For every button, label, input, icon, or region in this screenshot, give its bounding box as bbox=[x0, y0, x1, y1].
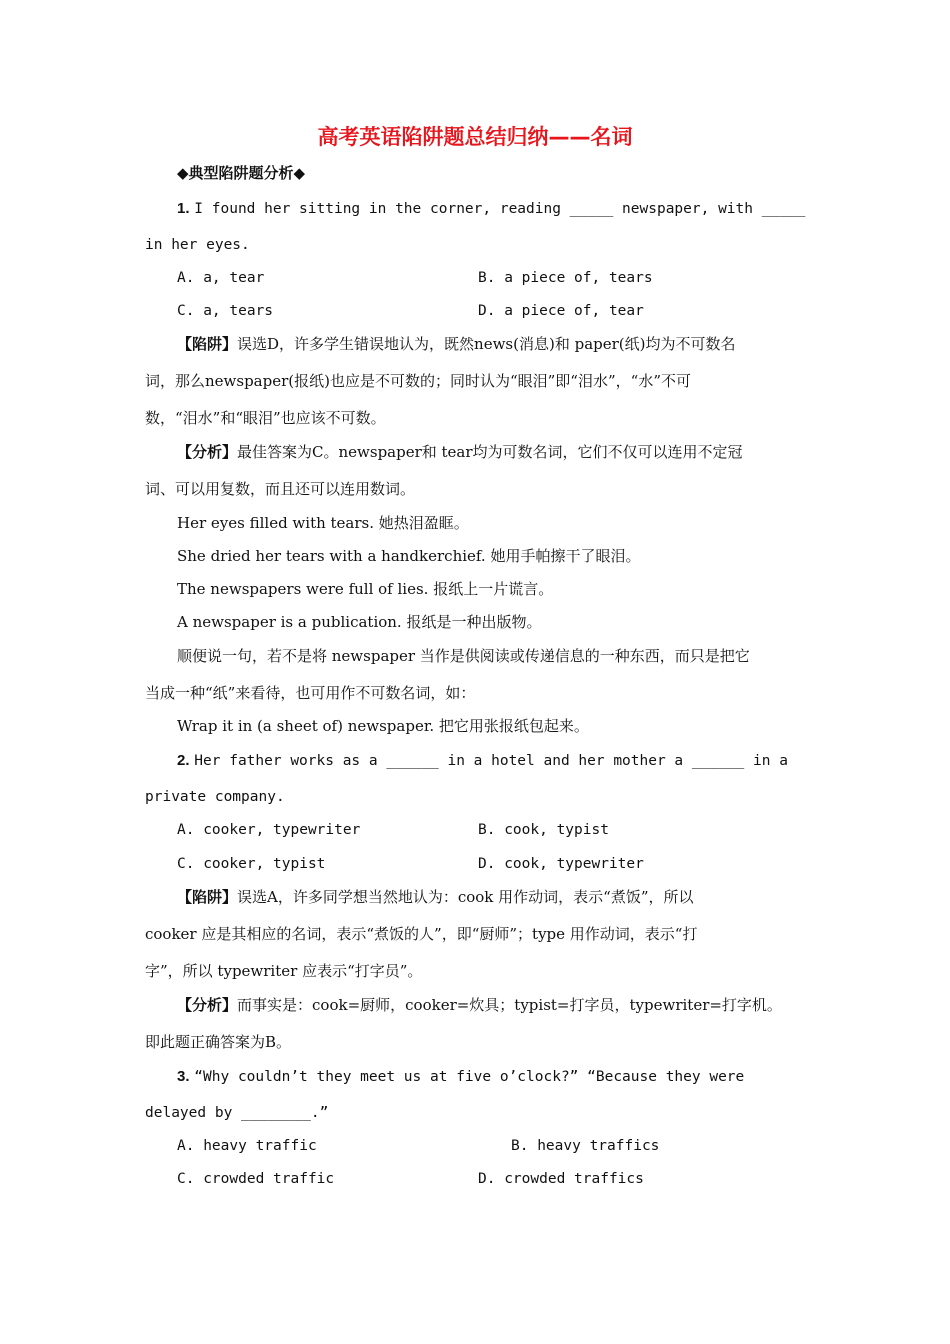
q3-option-d: D. crowded traffics bbox=[478, 1171, 644, 1187]
section-heading: ◆典型陷阱题分析◆ bbox=[177, 164, 306, 182]
q1-note-line-2: 当成一种“纸”来看待，也可用作不可数名词，如： bbox=[145, 684, 476, 702]
q1-example-3: The newspapers were full of lies. 报纸上一片谎言。 bbox=[177, 580, 554, 598]
q1-analysis bbox=[177, 442, 743, 462]
q1-example-4: A newspaper is a publication. 报纸是一种出版物。 bbox=[177, 613, 542, 631]
q1-option-b: B. a piece of, tears bbox=[478, 270, 653, 286]
q2-analysis bbox=[177, 995, 782, 1015]
question-2-stem-line-2: private company. bbox=[145, 789, 285, 805]
q3-option-a: A. heavy traffic bbox=[177, 1138, 317, 1154]
q1-trap-line-2: 词，那么newspaper(报纸)也应是不可数的；同时认为“眼泪”即“泪水”，“水”不可 bbox=[145, 372, 691, 390]
q2-trap bbox=[177, 887, 694, 907]
q2-trap-line-2: cooker 应是其相应的名词，表示“煮饭的人”，即“厨师”；type 用作动词，表示“打 bbox=[145, 925, 698, 943]
q2-analysis-line-1: 而事实是：cook=厨师，cooker=炊具；typist=打字员，typewriter=打字机。 bbox=[237, 996, 782, 1014]
q1-example-5: Wrap it in (a sheet of) newspaper. 把它用张报纸包起来。 bbox=[177, 717, 589, 735]
q1-trap-line-3: 数，“泪水”和“眼泪”也应该不可数。 bbox=[145, 409, 386, 427]
q1-trap-line-1: 误选D，许多学生错误地认为，既然news(消息)和 paper(纸)均为不可数名 bbox=[237, 335, 736, 353]
question-3-number: 3. bbox=[177, 1068, 190, 1085]
question-3-stem-line-1: “Why couldn’t they meet us at five o’clock?” “Because they were bbox=[194, 1069, 745, 1085]
question-1-stem bbox=[177, 198, 805, 219]
q2-trap-line-1: 误选A，许多同学想当然地认为：cook 用作动词，表示“煮饭”，所以 bbox=[237, 888, 694, 906]
q1-trap bbox=[177, 334, 736, 354]
q2-option-b: B. cook, typist bbox=[478, 822, 609, 838]
question-1-stem-line-1: I found her sitting in the corner, reading _____ newspaper, with _____ bbox=[194, 201, 806, 217]
q3-option-c: C. crowded traffic bbox=[177, 1171, 335, 1187]
q2-trap-line-3: 字”，所以 typewriter 应表示“打字员”。 bbox=[145, 962, 423, 980]
q1-trap-tag: 【陷阱】 bbox=[177, 335, 238, 353]
q1-option-c: C. a, tears bbox=[177, 303, 274, 319]
q1-example-1: Her eyes filled with tears. 她热泪盈眶。 bbox=[177, 514, 469, 532]
q1-analysis-line-1: 最佳答案为C。newspaper和 tear均为可数名词，它们不仅可以连用不定冠 bbox=[237, 443, 743, 461]
q2-option-a: A. cooker, typewriter bbox=[177, 822, 361, 838]
question-3-stem-line-2: delayed by ________.” bbox=[145, 1105, 329, 1121]
question-1-stem-line-2: in her eyes. bbox=[145, 237, 250, 253]
q2-option-d: D. cook, typewriter bbox=[478, 856, 644, 872]
q2-option-c: C. cooker, typist bbox=[177, 856, 326, 872]
question-2-stem bbox=[177, 750, 788, 771]
question-2-number: 2. bbox=[177, 752, 190, 769]
question-1-number: 1. bbox=[177, 200, 190, 217]
q1-analysis-line-2: 词、可以用复数，而且还可以连用数词。 bbox=[145, 480, 416, 498]
page-title: 高考英语陷阱题总结归纳——名词 bbox=[317, 125, 633, 149]
question-2-stem-line-1: Her father works as a ______ in a hotel and her mother a ______ in a bbox=[194, 753, 788, 769]
q1-option-a: A. a, tear bbox=[177, 270, 265, 286]
q1-option-d: D. a piece of, tear bbox=[478, 303, 644, 319]
q2-analysis-line-2: 即此题正确答案为B。 bbox=[145, 1033, 292, 1051]
q1-note-line-1: 顺便说一句，若不是将 newspaper 当作是供阅读或传递信息的一种东西，而只是把它 bbox=[177, 647, 750, 665]
q2-analysis-tag: 【分析】 bbox=[177, 996, 238, 1014]
question-3-stem bbox=[177, 1066, 744, 1087]
q1-example-2: She dried her tears with a handkerchief. 她用手帕擦干了眼泪。 bbox=[177, 547, 641, 565]
q2-trap-tag: 【陷阱】 bbox=[177, 888, 238, 906]
q1-analysis-tag: 【分析】 bbox=[177, 443, 238, 461]
q3-option-b: B. heavy traffics bbox=[511, 1138, 660, 1154]
